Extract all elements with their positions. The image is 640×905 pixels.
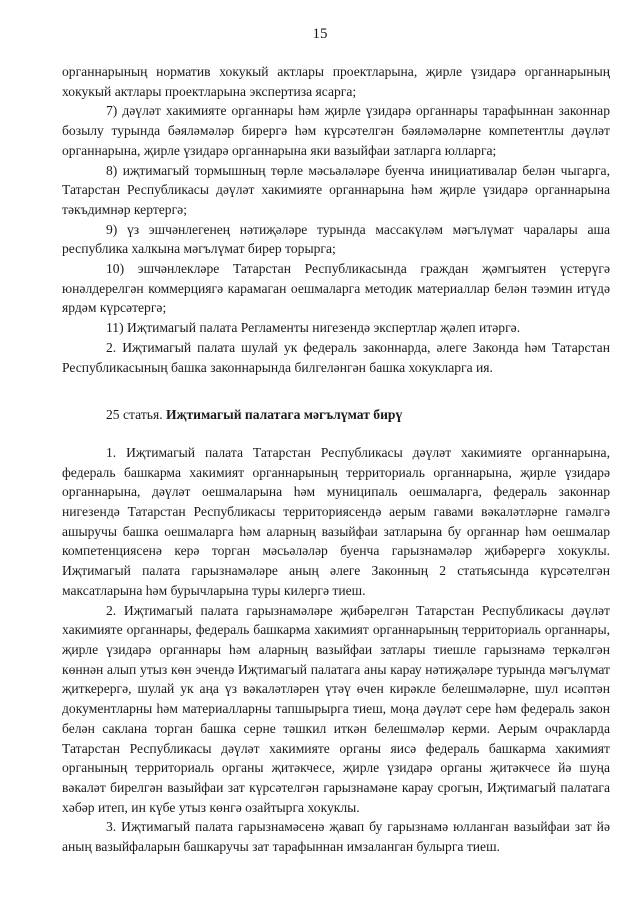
list-item-9: 9) үз эшчәнлегенең нәтиҗәләре турында массакүләм мәгълүмат чаралары аша республика халкына мәгълүмат бирep торырга; xyxy=(62,221,610,257)
section-title: Иҗтимагый палатага мәгълүмат бирү xyxy=(166,407,403,423)
section-heading xyxy=(62,405,610,425)
paragraph-continuation: органнарының норматив хокукый актлары проектларына, җирле үзидарә органнарының хокукый актлары проектларына экспертиза ясарга; xyxy=(62,64,610,99)
list-item-8: 8) иҗтимагый тормышның төрле мәсьәләләре буенча инициативалар белән чыгарга, Татарстан Республикасы дәүләт хакимияте органнарына һәм җирле үзидарә органнарына тәкъдимнәр кертергә; xyxy=(62,162,610,217)
section-clause-2: 2. Иҗтимагый палата гарызнамәләре җибәрелгән Татарстан Республикасы дәүләт хакимияте органнары, федераль башкарма хакимият органнарының территориаль органнары, җирле үзидарә органнары һәм аларның вазыйфаи затлары тиешле гарызнамә теркәлгән көннән алып утыз көн эчендә Иҗтимагый палатага аны карау нәтиҗәләре турында мәгълүмат җиткерергә, шулай ук аңа үз вәкаләтләрен үтәү өчен кирәкле белешмәләрне, шул исәптән документларны һәм материалларны тапшырырга тиеш, моңа дәүләт сере һәм федераль закон белән саклана торган башка серне тәшкил иткән белешмәләр керми. Аерым очракларда Татарстан Республикасы дәүләт хакимияте органы яисә федераль башкарма хакимият органының территориаль органы җитәкчесе, җирле үзидарә органы җитәкчесе йә шуңа вәкаләт бирелгән вазыйфаи зат күрсәтелгән гарызнамәне карау срогын, Иҗтимагый палатага хәбәр итеп, ин күбе утыз көнгә озайтырга хокуклы. xyxy=(62,602,610,815)
section-clause-1: 1. Иҗтимагый палата Татарстан Республикасы дәүләт хакимияте органнарына, федераль башкарма хакимият органнарының территориаль органнарына, җирле үзидарә органнарына, дәүләт оешмаларына һәм муниципаль оешмаларга, федераль законнар нигезендә Татарстан Республикасы территориясендә аерым гавами вәкаләтләрне гамәлгә ашыручы башка оешмаларга һәм аларның вазыйфаи затларына бу органнар һәм оешмалар компетенциясенә керә торган мәсьәләләр буенча гарызнамәләр җибәрергә хокуклы. Иҗтимагый палата гарызнамәләре аның әлеге Законның 2 статьясында күрсәтелгән максатларына һәм бурычларына туры килергә тиеш. xyxy=(62,444,610,598)
list-item-11: 11) Иҗтимагый палата Регламенты нигезендә экспертлар җәлеп итәргә. xyxy=(106,320,521,336)
page-number: 15 xyxy=(312,26,328,42)
section-prefix: 25 статья. xyxy=(106,407,163,423)
clause-2: 2. Иҗтимагый палата шулай ук федераль законнарда, әлеге Законда һәм Татарстан Республикасының башка законнарында билгеләнгән башка хокукларга ия. xyxy=(62,339,610,375)
section-clause-3: 3. Иҗтимагый палата гарызнамәсенә җавап бу гарызнамә юлланган вазыйфаи зат йә аның вазыйфаларын башкаручы зат тарафыннан имзаланган булырга тиеш. xyxy=(62,819,610,855)
list-item-10: 10) эшчәнлекләре Татарстан Республикасында граждан җәмгыятен үстерүгә юнәлдерелгән коммерциягә карамаган оешмаларга методик материаллар белән тәэмин итүдә ярдәм күрсәтергә; xyxy=(62,261,610,316)
document-body xyxy=(62,62,610,857)
list-item-7: 7) дәүләт хакимияте органнары һәм җирле үзидарә органнары тарафыннан законнар бозылу турында бәяләмәләр бирергә һәм күрсәтелгән бәяләмәләрне компетентлы дәүләт органнарына, җирле үзидарә органнарына яки вазыйфаи затларга юлларга; xyxy=(62,103,610,158)
